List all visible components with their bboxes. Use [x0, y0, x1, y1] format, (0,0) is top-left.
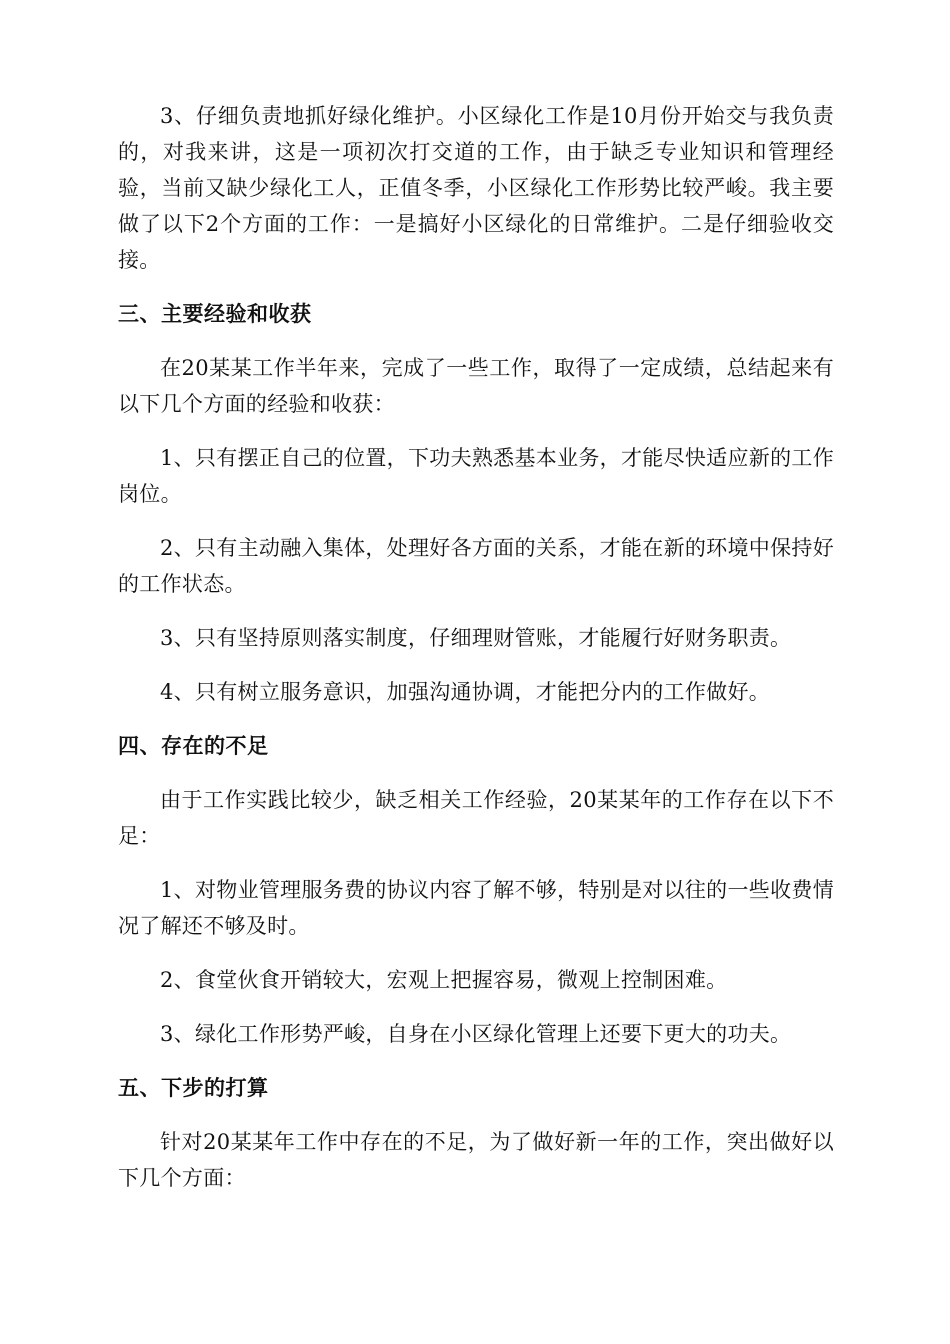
paragraph-shortcoming-item-1: 1、对物业管理服务费的协议内容了解不够，特别是对以往的一些收费情况了解还不够及时。	[118, 878, 834, 938]
paragraph-greening-maintenance: 3、仔细负责地抓好绿化维护。小区绿化工作是10月份开始交与我负责的，对我来讲，这是一项初次打交道的工作，由于缺乏专业知识和管理经验，当前又缺少绿化工人，正值冬季，小区绿化工作形势比较严峻。我主要做了以下2个方面的工作：一是搞好小区绿化的日常维护。二是仔细验收交接。	[118, 104, 834, 272]
paragraph-next-plan-intro: 针对20某某年工作中存在的不足，为了做好新一年的工作，突出做好以下几个方面：	[118, 1130, 834, 1190]
section-heading-experience: 三、主要经验和收获	[118, 302, 312, 326]
paragraph-shortcoming-item-2: 2、食堂伙食开销较大，宏观上把握容易，微观上控制困难。	[160, 968, 728, 992]
paragraph-experience-item-2: 2、只有主动融入集体，处理好各方面的关系，才能在新的环境中保持好的工作状态。	[118, 536, 834, 596]
section-heading-shortcomings: 四、存在的不足	[118, 734, 269, 758]
paragraph-experience-item-4: 4、只有树立服务意识，加强沟通协调，才能把分内的工作做好。	[160, 680, 771, 704]
document-body	[118, 98, 834, 1214]
paragraph-shortcoming-item-3: 3、绿化工作形势严峻，自身在小区绿化管理上还要下更大的功夫。	[160, 1022, 792, 1046]
section-heading-next-plan: 五、下步的打算	[118, 1076, 269, 1100]
paragraph-experience-intro: 在20某某工作半年来，完成了一些工作，取得了一定成绩，总结起来有以下几个方面的经验和收获：	[118, 356, 834, 416]
paragraph-shortcomings-intro: 由于工作实践比较少，缺乏相关工作经验，20某某年的工作存在以下不足：	[118, 788, 834, 848]
paragraph-experience-item-3: 3、只有坚持原则落实制度，仔细理财管账，才能履行好财务职责。	[160, 626, 792, 650]
paragraph-experience-item-1: 1、只有摆正自己的位置，下功夫熟悉基本业务，才能尽快适应新的工作岗位。	[118, 446, 834, 506]
